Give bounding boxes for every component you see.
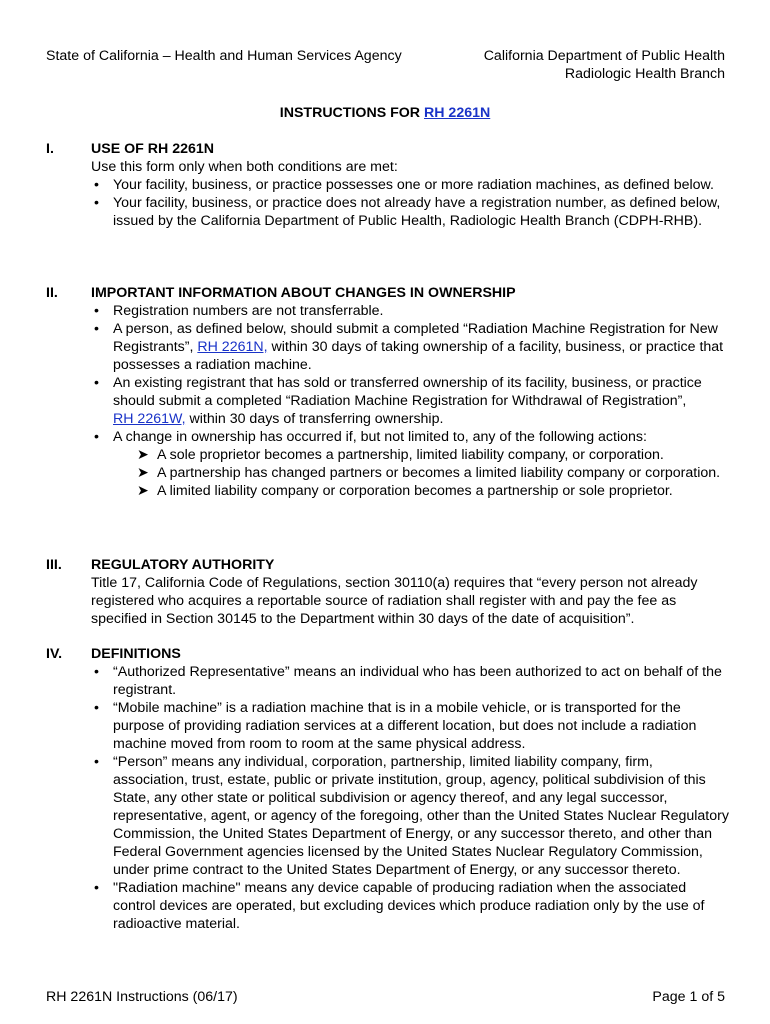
list-item-text: A person, as defined below, should submit a completed “Radiation Machine Registration for New Registrants”, — [113, 321, 718, 355]
list-item-text: within 30 days of transferring ownership. — [185, 411, 444, 427]
arrow-bullet-icon: ➤ — [137, 447, 149, 463]
page-title — [0, 104, 770, 122]
section-heading: DEFINITIONS — [91, 646, 181, 662]
list-item: • “Mobile machine” is a radiation machine that is in a mobile vehicle, or is transported for the purpose of providing radiation services at a different location, but does not include a radiation machine moved from room to room at the same physical address. — [91, 699, 730, 753]
list-item: • Registration numbers are not transferrable. — [91, 302, 730, 320]
rh-2261n-title-link[interactable]: RH 2261N — [424, 105, 491, 121]
list-item: • Your facility, business, or practice does not already have a registration number, as defined below, issued by the California Department of Public Health, Radiologic Health Branch (CDPH-RHB). — [91, 194, 730, 230]
list-item — [91, 428, 730, 500]
agency-header: State of California – Health and Human Services Agency — [46, 48, 402, 64]
section-heading: IMPORTANT INFORMATION ABOUT CHANGES IN OWNERSHIP — [91, 285, 516, 301]
arrow-bullet-icon: ➤ — [137, 465, 149, 481]
page-number: Page 1 of 5 — [652, 989, 725, 1005]
form-footer-id: RH 2261N Instructions (06/17) — [46, 989, 238, 1005]
sub-list-item — [135, 482, 730, 500]
section-number: IV. — [46, 646, 63, 662]
section-heading: REGULATORY AUTHORITY — [91, 557, 275, 573]
sub-list-item-text: A partnership has changed partners or becomes a limited liability company or corporation. — [157, 465, 721, 481]
section-definitions — [46, 645, 730, 933]
sub-list-item-text: A limited liability company or corporation becomes a partnership or sole proprietor. — [157, 483, 673, 499]
branch-name: Radiologic Health Branch — [564, 66, 725, 82]
list-item: • Your facility, business, or practice possesses one or more radiation machines, as defined below. — [91, 176, 730, 194]
list-item-text: within 30 days of taking ownership of a facility, business, or practice that possesses a radiation machine. — [113, 339, 724, 373]
department-name: California Department of Public Health — [483, 48, 725, 64]
section-intro: Use this form only when both conditions are met: — [91, 159, 398, 175]
rh-2261w-link[interactable]: RH 2261W, — [113, 411, 186, 427]
rh-2261n-link[interactable]: RH 2261N, — [197, 339, 268, 355]
section-heading: USE OF RH 2261N — [91, 141, 214, 157]
list-item: • "Radiation machine" means any device capable of producing radiation when the associated control devices are operated, but excluding devices which produce radiation only by the use of radioactive material. — [91, 879, 730, 933]
title-prefix: INSTRUCTIONS FOR — [279, 105, 424, 121]
list-item-text: A change in ownership has occurred if, but not limited to, any of the following actions: — [113, 429, 647, 445]
list-item: • “Authorized Representative” means an individual who has been authorized to act on behalf of the registrant. — [91, 663, 730, 699]
section-use — [46, 140, 730, 230]
section-number: II. — [46, 285, 58, 301]
list-item — [91, 374, 730, 428]
sub-list-item — [135, 464, 730, 482]
section-ownership-changes — [46, 284, 730, 500]
list-item — [91, 320, 730, 374]
sub-list-item — [135, 446, 730, 464]
section-text: Title 17, California Code of Regulations, section 30110(a) requires that “every person not already registered who acquires a reportable source of radiation shall register with and pay the fee as specified in Section 30145 to the Department within 30 days of the date of acquisition”. — [91, 575, 698, 627]
section-regulatory-authority — [46, 556, 730, 628]
list-item: • “Person” means any individual, corporation, partnership, limited liability company, firm, association, trust, estate, public or private institution, group, agency, political subdivision of this State, any other state or political subdivision or agency thereof, and any legal successor, representative, agent, or agency of the foregoing, other than the United States Nuclear Regulatory Commission, the United States Department of Energy, or any successor thereto, and other than Federal Government agencies licensed by the United States Nuclear Regulatory Commission, under prime contract to the United States Department of Energy, or any successor thereto. — [91, 753, 730, 879]
section-number: I. — [46, 141, 54, 157]
sub-list-item-text: A sole proprietor becomes a partnership, limited liability company, or corporation. — [157, 447, 664, 463]
section-number: III. — [46, 557, 62, 573]
list-item-text: An existing registrant that has sold or transferred ownership of its facility, business, or practice should submit a completed “Radiation Machine Registration for Withdrawal of Registration”, — [113, 375, 702, 409]
arrow-bullet-icon: ➤ — [137, 483, 149, 499]
department-header — [484, 47, 725, 83]
